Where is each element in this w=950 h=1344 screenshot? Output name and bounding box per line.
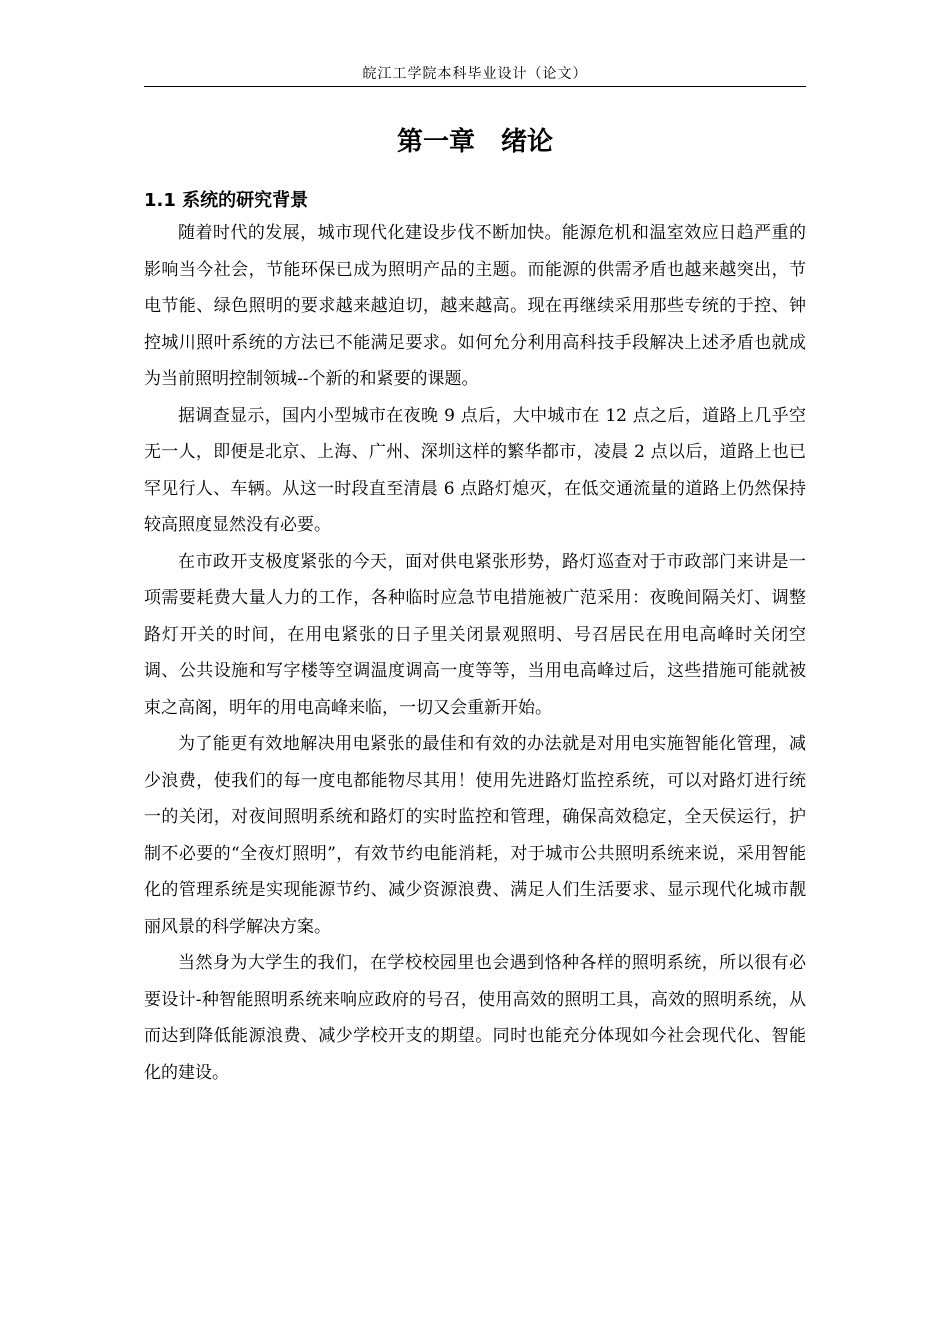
running-header: 皖江工学院本科毕业设计（论文）: [362, 66, 588, 82]
paragraph: 据调查显示，国内小型城市在夜晚 9 点后，大中城市在 12 点之后，道路上几乎空无一人，即便是北京、上海、广州、深圳这样的繁华都市，凌晨 2 点以后，道路上也已罕见行人、车辆。从这一时段直至清晨 6 点路灯熄灭，在低交通流量的道路上仍然保持较高照度显然没有必要。: [144, 405, 806, 535]
paragraph: 随着时代的发展，城市现代化建设步伐不断加快。能源危机和温室效应日趋严重的影响当今社会，节能环保已成为照明产品的主题。而能源的供需矛盾也越来越突出，节电节能、绿色照明的要求越来越迫切，越来越高。现在再继续采用那些专统的于控、钟控城川照叶系统的方法已不能满足要求。如何允分利用高科技手段解决上述矛盾也就成为当前照明控制领城--个新的和紧要的课题。: [144, 223, 806, 389]
paragraph: 当然身为大学生的我们，在学校校园里也会遇到恪种各样的照明系统，所以很有必要设计-种智能照明系统来响应政府的号召，使用高效的照明工具，高效的照明系统，从而达到降低能源浪费、减少学校开支的期望。同时也能充分体现如今社会现代化、智能化的建设。: [144, 953, 806, 1083]
header-divider: [144, 86, 806, 87]
paragraph: 为了能更有效地解决用电紧张的最佳和有效的办法就是对用电实施智能化管理，减少浪费，使我们的每一度电都能物尽其用！使用先进路灯监控系统，可以对路灯进行统一的关闭，对夜间照明系统和路灯的实时监控和管理，确保高效稳定，全天侯运行，护制不必要的“全夜灯照明”，有效节约电能消耗，对于城市公共照明系统来说，采用智能化的管理系统是实现能源节约、减少资源浪费、满足人们生活要求、显示现代化城市靓丽风景的科学解决方案。: [144, 734, 806, 937]
chapter-title: 第一章 绪论: [396, 127, 553, 157]
body-text: [144, 215, 806, 1091]
section-heading: 1.1 系统的研究背景: [144, 190, 309, 211]
paragraph: 在市政开支极度紧张的今天，面对供电紧张形势，路灯巡查对于市政部门来讲是一项需要耗费大量人力的工作，各种临时应急节电措施被广范采用：夜晚间隔关灯、调整路灯开关的时间，在用电紧张的日子里关闭景观照明、号召居民在用电高峰时关闭空调、公共设施和写字楼等空调温度调高一度等等，当用电高峰过后，这些措施可能就被束之高阁，明年的用电高峰来临，一切又会重新开始。: [144, 551, 806, 718]
